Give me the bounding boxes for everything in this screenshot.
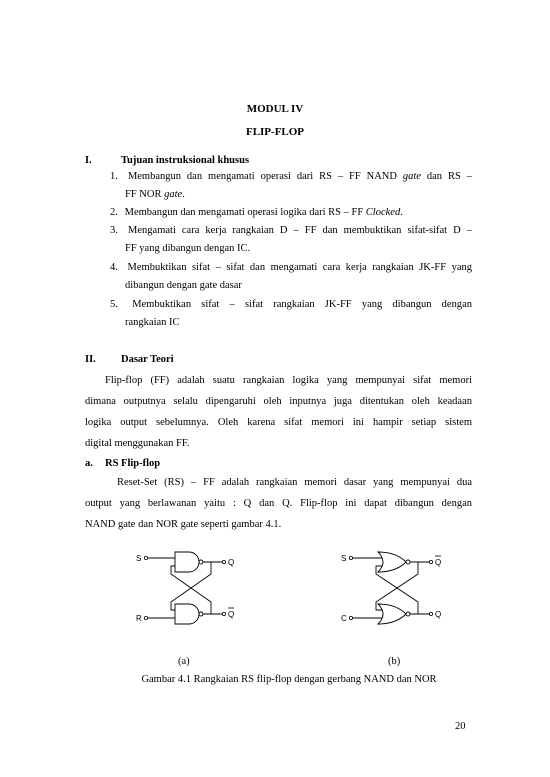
input-s-label: S [136,554,142,563]
section-2-heading [85,353,174,366]
subsection-a-letter: a. [85,458,93,469]
output-qbar-label: Q [228,610,235,619]
nor-bubble-top [406,560,410,564]
nand-gate-top [175,552,199,572]
list-item-3-line-1: 3. Mengamati cara kerja rangkaian D – FF dan membuktikan sifat-sifat D – [110,225,473,236]
paragraph-1-line-3: logika output sebelumnya. Oleh karena sifat memori ini hampir setiap sistem [85,417,472,428]
section-2-numeral: II. [85,354,96,365]
figure-b-label: (b) [388,656,401,667]
list-item-1-line-1: 1. Membangun dan mengamati operasi dari RS – FF NAND gate dan RS – [110,171,472,182]
section-2-title: Dasar Teori [121,354,174,365]
subsection-a-title: RS Flip-flop [105,458,161,469]
nand-gate-bottom [175,604,199,624]
nand-bubble-top [199,560,203,564]
module-title: MODUL IV [246,103,304,115]
paragraph-1-line-2: dimana outputnya selalu dipengaruhi oleh inputnya juga ditentukan oleh keadaan [85,396,472,407]
paragraph-1-line-1: Flip-flop (FF) adalah suatu rangkaian logika yang mempunyai sifat memori [105,375,472,386]
list-item-5-line-1: 5. Membuktikan sifat – sifat rangkaian JK-FF yang dibangun dengan [110,299,472,310]
nor-bubble-bottom [406,612,410,616]
input-c-label: C [341,614,347,623]
figure-caption: Gambar 4.1 Rangkaian RS flip-flop dengan gerbang NAND dan NOR [141,674,437,685]
input-r-label: R [136,614,142,623]
list-item-4-line-1: 4. Membuktikan sifat – sifat dan mengamati cara kerja rangkaian JK-FF yang [110,262,472,273]
paragraph-2-line-3: NAND gate dan NOR gate seperti gambar 4.1. [85,519,282,530]
paragraph-2-line-2: output yang berlawanan yaitu : Q dan Q. Flip-flop ini dapat dibangun dengan [85,498,472,509]
output-q-label: Q [228,558,235,567]
nor-gate-bottom [378,604,406,624]
output-q-label: Q [435,610,442,619]
figure-a-nand-latch [135,548,255,632]
input-s-label: S [341,554,347,563]
section-1-title: Tujuan instruksional khusus [121,155,250,166]
paragraph-1-line-4: digital menggunakan FF. [85,438,190,449]
section-1-numeral: I. [85,155,92,166]
subsection-a-heading [85,457,160,470]
section-1-heading [85,154,249,167]
list-item-3-line-2: FF yang dibangun dengan IC. [125,243,251,254]
figure-a-label: (a) [178,656,190,667]
nor-gate-top [378,552,406,572]
page-number: 20 [455,721,466,732]
figure-b-nor-latch [340,548,460,632]
list-item-4-line-2: dibangun dengan gate dasar [125,280,242,291]
list-item-5-line-2: rangkaian IC [125,317,180,328]
nand-bubble-bottom [199,612,203,616]
list-item-1-line-2: FF NOR gate. [125,189,185,200]
paragraph-2-line-1: Reset-Set (RS) – FF adalah rangkaian memori dasar yang mempunyai dua [117,477,472,488]
output-qbar-label: Q [435,558,442,567]
topic-title: FLIP-FLOP [245,126,305,138]
list-item-2: 2. Membangun dan mengamati operasi logika dari RS – FF Clocked. [110,207,403,218]
